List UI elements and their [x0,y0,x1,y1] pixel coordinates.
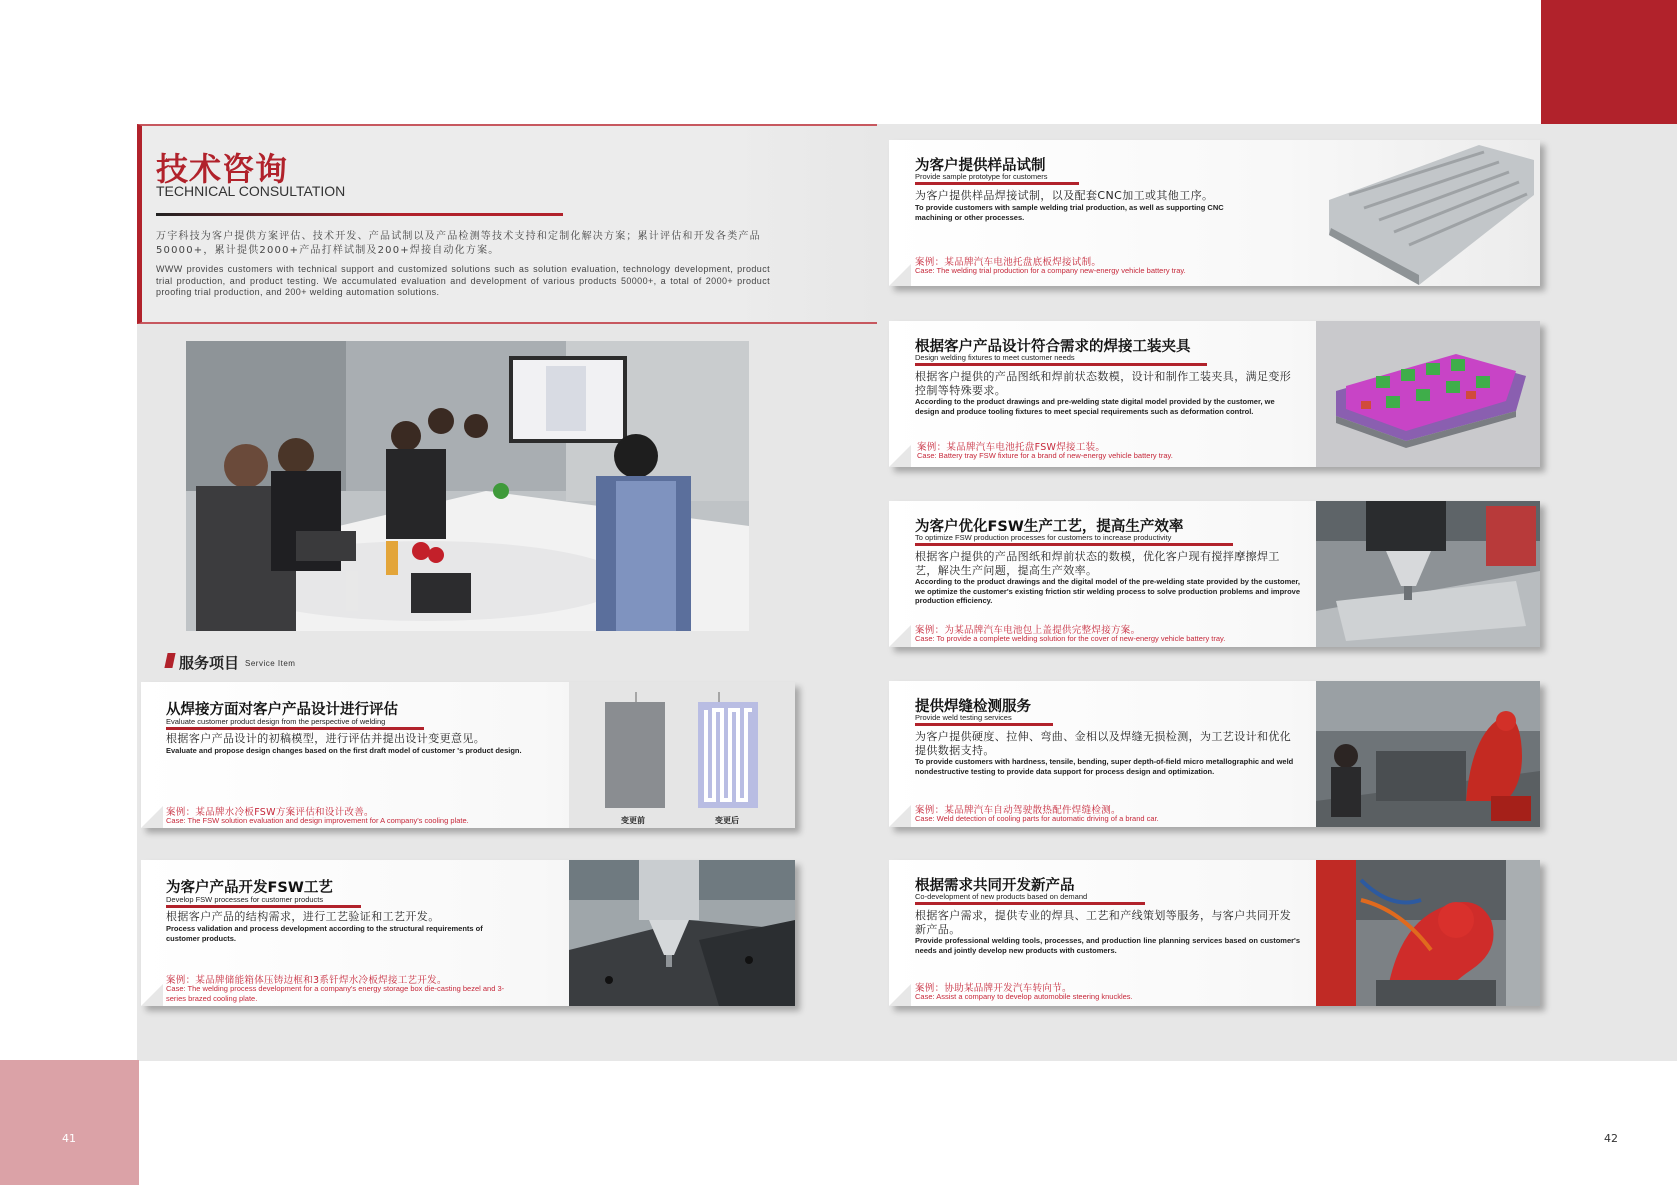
card-case-cn: 案例：某品牌水冷板FSW方案评估和设计改善。 [166,807,374,818]
card-description-en: According to the product drawings and the digital model of the pre-welding state provided by the customer, we optimize the customer's existing friction stir welding process to solve production problems and improve production efficiency. [915,577,1300,605]
service-card-co-development [889,860,1540,1006]
header-divider [156,213,563,216]
card-description-cn: 根据客户产品的结构需求，进行工艺验证和工艺开发。 [166,910,440,923]
card-underline [915,723,1053,726]
card-corner-fold [889,984,911,1006]
card-description-cn: 根据客户提供的产品图纸和焊前状态的数模，优化客户现有搅拌摩擦焊工艺，解决生产问题，提高生产效率。 [915,550,1280,577]
card-description-cn: 根据客户需求，提供专业的焊具、工艺和产线策划等服务，与客户共同开发新产品。 [915,909,1292,936]
card-case-en: Case: To provide a complete welding solution for the cover of new-energy vehicle battery tray. [915,634,1226,643]
card-description-en: Evaluate and propose design changes based on the first draft model of customer 's product design. [166,746,522,755]
card-underline [915,902,1145,905]
service-card-fsw-process [141,860,795,1006]
card-title: 根据客户产品设计符合需求的焊接工装夹具 [915,339,1191,355]
card-subtitle: Provide sample prototype for customers [915,172,1048,181]
corner-red-bar [1541,0,1677,124]
fsw-tool-photo [569,860,795,1006]
card-corner-fold [889,445,911,467]
card-title: 提供焊缝检测服务 [915,699,1031,715]
service-card-welding-fixtures [889,321,1540,467]
card-case-en: Case: Battery tray FSW fixture for a brand of new-energy vehicle battery tray. [917,451,1173,460]
page-number-left: 41 [62,1132,76,1145]
header-description-cn: 万宇科技为客户提供方案评估、技术开发、产品试制以及产品检测等技术支持和定制化解决方案；累计评估和开发各类产品50000+，累计提供2000+产品打样试制及200+焊接自动化方案。 [156,231,761,256]
card-case-en: Case: The FSW solution evaluation and design improvement for A company's cooling plate. [166,816,469,825]
cooling-plate-comparison [569,682,795,828]
card-description-en: To provide customers with sample welding trial production, as well as supporting CNC machining or other processes. [915,203,1224,222]
page-title: 技术咨询 [156,150,289,188]
card-corner-fold [889,625,911,647]
card-case-en: Case: The welding process development for a company's energy storage box die-casting bezel and 3-series brazed cooling plate. [166,984,505,1003]
service-title-en: Service Item [245,659,296,668]
card-description-cn: 为客户提供硬度、拉伸、弯曲、金相以及焊缝无损检测，为工艺设计和优化提供数据支持。 [915,730,1292,757]
page-number-right: 42 [1604,1132,1618,1145]
card-description-en: To provide customers with hardness, tensile, bending, super depth-of-field micro metallographic and weld nondestructive testing to provide data support for process design and optimization. [915,757,1294,776]
card-case-cn: 案例：协助某品牌开发汽车转向节。 [915,983,1072,994]
service-title: 服务项目 [179,654,240,672]
card-case-cn: 案例：某品牌储能箱体压铸边框和3系钎焊水冷板焊接工艺开发。 [166,975,447,986]
card-case-cn: 案例：某品牌汽车电池托盘底板焊接试制。 [915,257,1102,268]
battery-tray-photo [1309,140,1540,286]
corner-pink-block [0,1060,139,1185]
service-card-optimize-fsw [889,501,1540,647]
service-card-sample-prototype [889,140,1540,286]
card-case-en: Case: Assist a company to develop automobile steering knuckles. [915,992,1133,1001]
card-title: 从焊接方面对客户产品设计进行评估 [166,702,398,718]
card-case-cn: 案例：为某品牌汽车电池包上盖提供完整焊接方案。 [915,625,1141,636]
card-subtitle: Provide weld testing services [915,713,1012,722]
card-corner-fold [141,984,163,1006]
robot-workcell-photo [1316,860,1540,1006]
card-subtitle: To optimize FSW production processes for customers to increase productivity [915,533,1172,542]
card-case-en: Case: Weld detection of cooling parts for automatic driving of a brand car. [915,814,1159,823]
header-description-en: WWW provides customers with technical support and customized solutions such as solution evaluation, technology development, product trial production, and product testing. We accumulated evaluation and development of various products 50000+, a total of 2000+ product proofing trial production, and 200+ welding automation solutions. [156,264,770,297]
meeting-photo [186,341,749,631]
weld-testing-photo [1316,681,1540,827]
card-case-cn: 案例：某品牌汽车自动驾驶散热配件焊缝检测。 [915,805,1121,816]
card-underline [915,182,1079,185]
page-subtitle: TECHNICAL CONSULTATION [156,183,346,199]
after-label: 变更后 [715,816,739,825]
card-subtitle: Evaluate customer product design from the perspective of welding [166,717,386,726]
before-label: 变更前 [621,816,645,825]
card-title: 为客户提供样品试制 [915,158,1046,174]
card-description-cn: 根据客户提供的产品图纸和焊前状态数模，设计和制作工装夹具，满足变形控制等特殊要求。 [915,370,1292,397]
card-description-cn: 根据客户产品设计的初稿模型，进行评估并提出设计变更意见。 [166,732,486,745]
card-subtitle: Design welding fixtures to meet customer needs [915,353,1075,362]
card-title: 为客户产品开发FSW工艺 [166,880,333,896]
card-title: 根据需求共同开发新产品 [915,878,1075,894]
card-corner-fold [141,806,163,828]
card-title: 为客户优化FSW生产工艺，提高生产效率 [915,519,1184,535]
card-corner-fold [889,264,911,286]
card-subtitle: Co-development of new products based on demand [915,892,1088,901]
service-card-weld-testing [889,681,1540,827]
card-underline [915,543,1233,546]
service-card-design-evaluation [141,682,795,828]
card-description-en: According to the product drawings and pre-welding state digital model provided by the customer, we design and produce tooling fixtures to meet special requirements such as deformation control. [915,397,1275,416]
card-corner-fold [889,805,911,827]
card-subtitle: Develop FSW processes for customer products [166,895,324,904]
card-case-en: Case: The welding trial production for a company new-energy vehicle battery tray. [915,266,1186,275]
card-description-cn: 为客户提供样品焊接试制，以及配套CNC加工或其他工序。 [915,189,1214,202]
fixture-model-image [1316,321,1540,467]
card-description-en: Process validation and process development according to the structural requirements of customer products. [166,924,483,943]
fsw-machine-photo [1316,501,1540,647]
card-case-cn: 案例：某品牌汽车电池托盘FSW焊接工装。 [917,442,1106,453]
card-underline [166,727,424,730]
card-description-en: Provide professional welding tools, processes, and production line planning services based on customer's needs and jointly develop new products with customers. [915,936,1300,955]
card-underline [166,905,361,908]
card-underline [915,363,1207,366]
